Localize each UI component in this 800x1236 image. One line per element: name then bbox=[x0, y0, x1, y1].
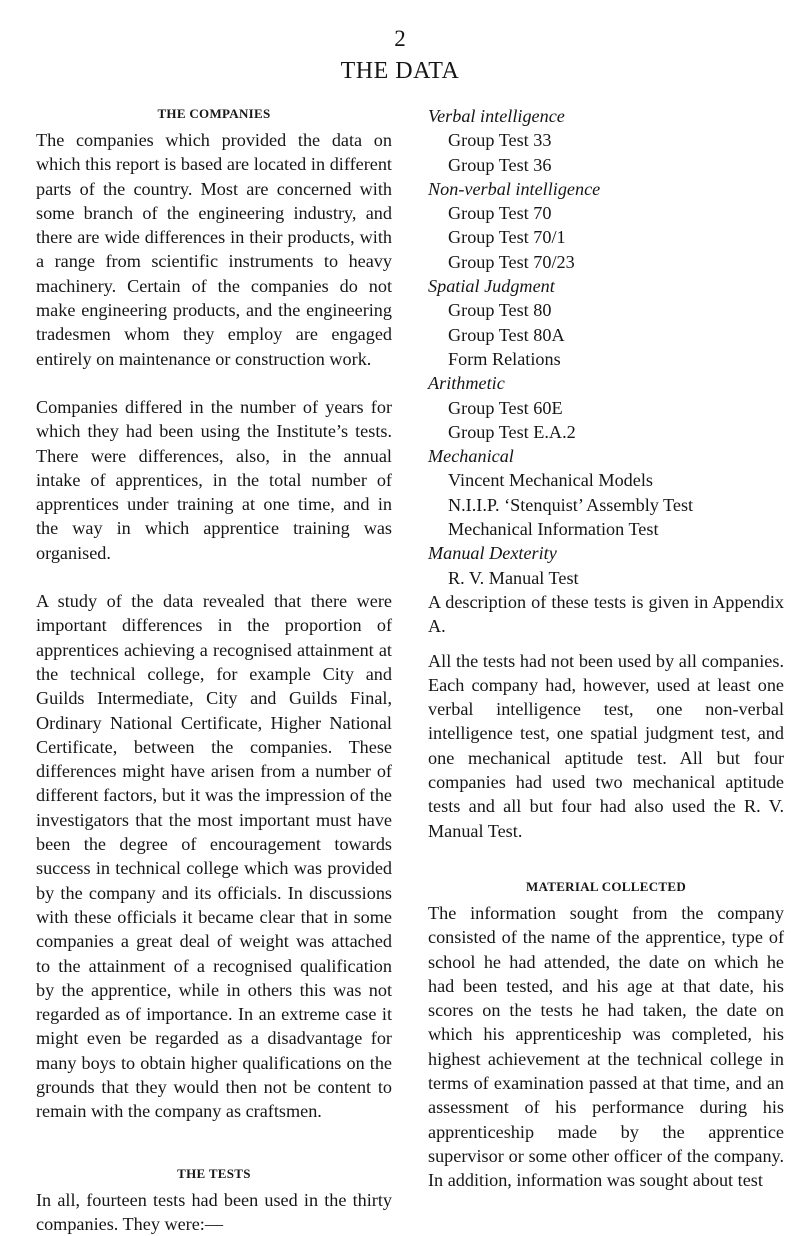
test-item: Mechanical Information Test bbox=[448, 519, 659, 540]
material-collected-paragraph: The information sought from the company consisted of the name of the apprentice, type of school he had attended, the date on which he had been tested, and his age at that date, his scores on the tests he had taken, the date on which his apprenticeship was completed, his highest achievement at the technical college in terms of examination passed at that time, and an assessment of his performance during his apprenticeship made by the apprentice supervisor or some other officer of the company. In addition, information was sought about test bbox=[428, 902, 784, 1191]
test-item: Group Test 70 bbox=[448, 203, 552, 224]
test-item: Group Test 60E bbox=[448, 397, 563, 418]
tests-heading: THE TESTS bbox=[177, 1165, 251, 1181]
test-category: Non-verbal intelligence bbox=[428, 178, 601, 199]
test-item: Group Test 33 bbox=[448, 130, 552, 151]
tests-intro-paragraph: In all, fourteen tests had been used in the thirty companies. They were:— bbox=[36, 1189, 392, 1234]
page-number: 2 bbox=[394, 26, 406, 51]
page-heading: THE DATA bbox=[340, 58, 460, 84]
test-group bbox=[428, 177, 784, 274]
test-list bbox=[428, 104, 784, 590]
test-item: Group Test 36 bbox=[448, 154, 552, 175]
material-collected-heading: MATERIAL COLLECTED bbox=[525, 878, 687, 894]
test-group bbox=[428, 104, 784, 177]
test-item: Group Test 70/23 bbox=[448, 251, 575, 272]
left-column bbox=[36, 100, 392, 1236]
test-group bbox=[428, 371, 784, 444]
test-item: Group Test E.A.2 bbox=[448, 421, 576, 442]
test-item: Group Test 80A bbox=[448, 324, 565, 345]
test-item: Vincent Mechanical Models bbox=[448, 470, 653, 491]
test-item: Group Test 70/1 bbox=[448, 227, 566, 248]
test-group bbox=[428, 444, 784, 541]
test-category: Verbal intelligence bbox=[428, 106, 565, 126]
companies-paragraph-1: The companies which provided the data on which this report is based are located in different parts of the country. Most are concerned with some branch of the engineering industry, and there are wide differences in their products, with a range from scientific instruments to heavy machinery. Certain of the companies do not make engineering products, and the engineering tradesmen whom they employ are engaged entirely on maintenance or construction work. bbox=[36, 130, 392, 369]
test-category: Manual Dexterity bbox=[428, 543, 557, 564]
test-item: Group Test 80 bbox=[448, 300, 552, 321]
test-category: Arithmetic bbox=[428, 373, 505, 394]
right-column bbox=[428, 100, 784, 1192]
tests-usage-paragraph: All the tests had not been used by all companies. Each company had, however, used at least one verbal intelligence test, one non-verbal intelligence test, one spatial judgment test, and one mechanical aptitude test. All but four companies had used two mechanical aptitude tests and all but four had also used the R. V. Manual Test. bbox=[428, 650, 784, 841]
test-group bbox=[428, 274, 784, 371]
appendix-paragraph: A description of these tests is given in Appendix A. bbox=[428, 591, 784, 637]
test-category: Spatial Judgment bbox=[428, 276, 555, 297]
test-category: Mechanical bbox=[428, 446, 514, 467]
test-item: N.I.I.P. ‘Stenquist’ Assembly Test bbox=[448, 494, 694, 515]
test-item: R. V. Manual Test bbox=[448, 567, 579, 588]
companies-paragraph-3: A study of the data revealed that there were important differences in the proportion of apprentices achieving a recognised attainment at the technical college, for example City and Guilds Intermediate, City and Guilds Final, Ordinary National Certificate, Higher National Certificate, between the companies. These differences might have arisen from a number of different factors, but it was the impression of the investigators that the most important must have been the degree of encouragement towards success in technical college which was provided by the company and its officials. In discussions with these officials it became clear that in some companies a great deal of weight was attached to the attainment of a recognised qualification by the apprentice, while in others this was not regarded as of importance. In an extreme case it might even be regarded as a disadvantage for many boys to obtain higher qualifications on the grounds that they would then not be content to remain with the company as craftsmen. bbox=[36, 591, 392, 1122]
test-item: Form Relations bbox=[448, 348, 561, 369]
test-group bbox=[428, 541, 784, 590]
companies-paragraph-2: Companies differed in the number of years for which they had been using the Institute’s tests. There were differences, also, in the annual intake of apprentices, in the total number of apprentices under training at one time, and in the way in which apprentice training was organised. bbox=[36, 396, 392, 563]
companies-heading: THE COMPANIES bbox=[157, 106, 271, 121]
